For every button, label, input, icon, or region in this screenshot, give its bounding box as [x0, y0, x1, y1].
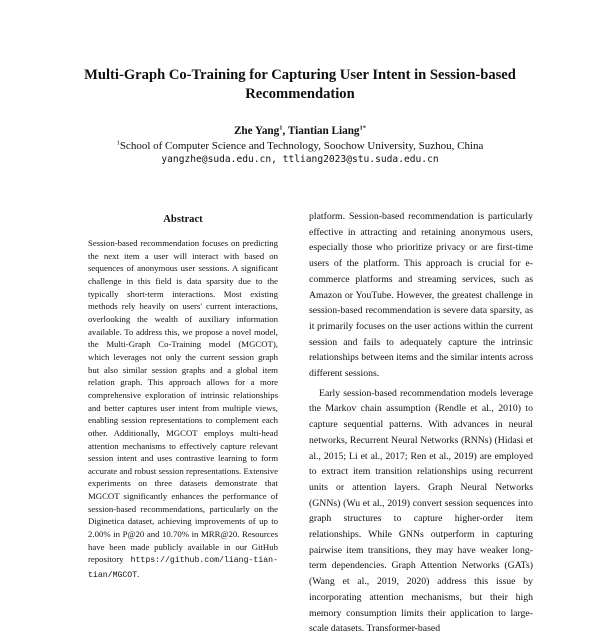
affiliation-text: School of Computer Science and Technology, Soochow University, Suzhou, China	[119, 140, 484, 152]
paper-title: Multi-Graph Co-Training for Capturing User Intent in Session-based Recommendation	[84, 67, 516, 102]
author-emails: yangzhe@suda.edu.cn, ttliang2023@stu.suda.edu.cn	[161, 154, 439, 165]
affiliation-mark: 1	[279, 124, 283, 132]
right-column	[309, 209, 533, 637]
author-line	[60, 124, 540, 138]
author-name: Zhe Yang	[233, 125, 280, 137]
abstract-body	[88, 237, 278, 583]
abstract-text: Session-based recommendation focuses on predicting the next item a user will interact with based on sequences of anonymous user sessions. A significant challenge in this field is data sparsity due to the typically short-term interactions. Most existing methods rely heavily on users' current interactions, overlooking the wealth of auxiliary information available. To address this, we propose a novel model, the Multi-Graph Co-Training model (MGCOT), which leverages not only the current session graph but also similar session graphs and a global item relation graph. This approach allows for a more comprehensive exploration of intrinsic relationships and better captures user intent from multiple views, enabling session representations to complement each other. Additionally, MGCOT employs multi-head attention mechanisms to effectively capture relevant session intent and uses contrastive learning to form accurate and robust session representations. Extensive experiments on three datasets demonstrate that MGCOT significantly enhances the performance of session-based recommendations, particularly on the Diginetica dataset, achieving improvements of up to 2.00% in P@20 and 10.70% in MRR@20. Resources have been made publicly available in our GitHub repository	[88, 238, 278, 565]
repository-link[interactable]: https://github.com/liang-tian-tian/MGCOT	[88, 556, 278, 581]
body-paragraph: platform. Session-based recommendation is particularly effective in attracting and retaining anonymous users, especially those who prioritize privacy or are first-time users of the platform. This approach is crucial for e-commerce platforms and streaming services, such as Amazon or YouTube. However, the greatest challenge in session-based recommendation is severe data sparsity, as it primarily focuses on the user actions within the current session and fails to adequately capture the intrinsic relationships between items and the similar intents across different sessions.	[309, 211, 533, 380]
affiliation-mark: 1	[116, 139, 120, 147]
affiliation	[40, 139, 560, 153]
abstract-end: .	[137, 569, 140, 580]
affiliation-mark: 1*	[359, 124, 367, 132]
abstract-heading: Abstract	[163, 214, 203, 225]
body-paragraph: Early session-based recommendation models leverage the Markov chain assumption (Rendle et al., 2010) to capture sequential patterns. With advances in neural networks, Recurrent Neural Networks (RNNs) (Hidasi et al., 2015; Li et al., 2017; Ren et al., 2019) are employed to extract item transition relationships using recurrent units or attention layers. Graph Neural Networks (GNNs) (Wu et al., 2019) convert session sequences into graph structures to capture higher-order item relationships. While GNNs outperform in capturing pairwise item transitions, they may have weaker long-term dependencies. Graph Attention Networks (GATs) (Wang et al., 2019, 2020) address this issue by incorporating attention mechanisms, but their high memory consumption limits their application to large-scale datasets. Transformer-based	[309, 387, 533, 635]
author-separator: ,	[282, 125, 288, 137]
author-name: Tiantian Liang	[287, 125, 360, 137]
